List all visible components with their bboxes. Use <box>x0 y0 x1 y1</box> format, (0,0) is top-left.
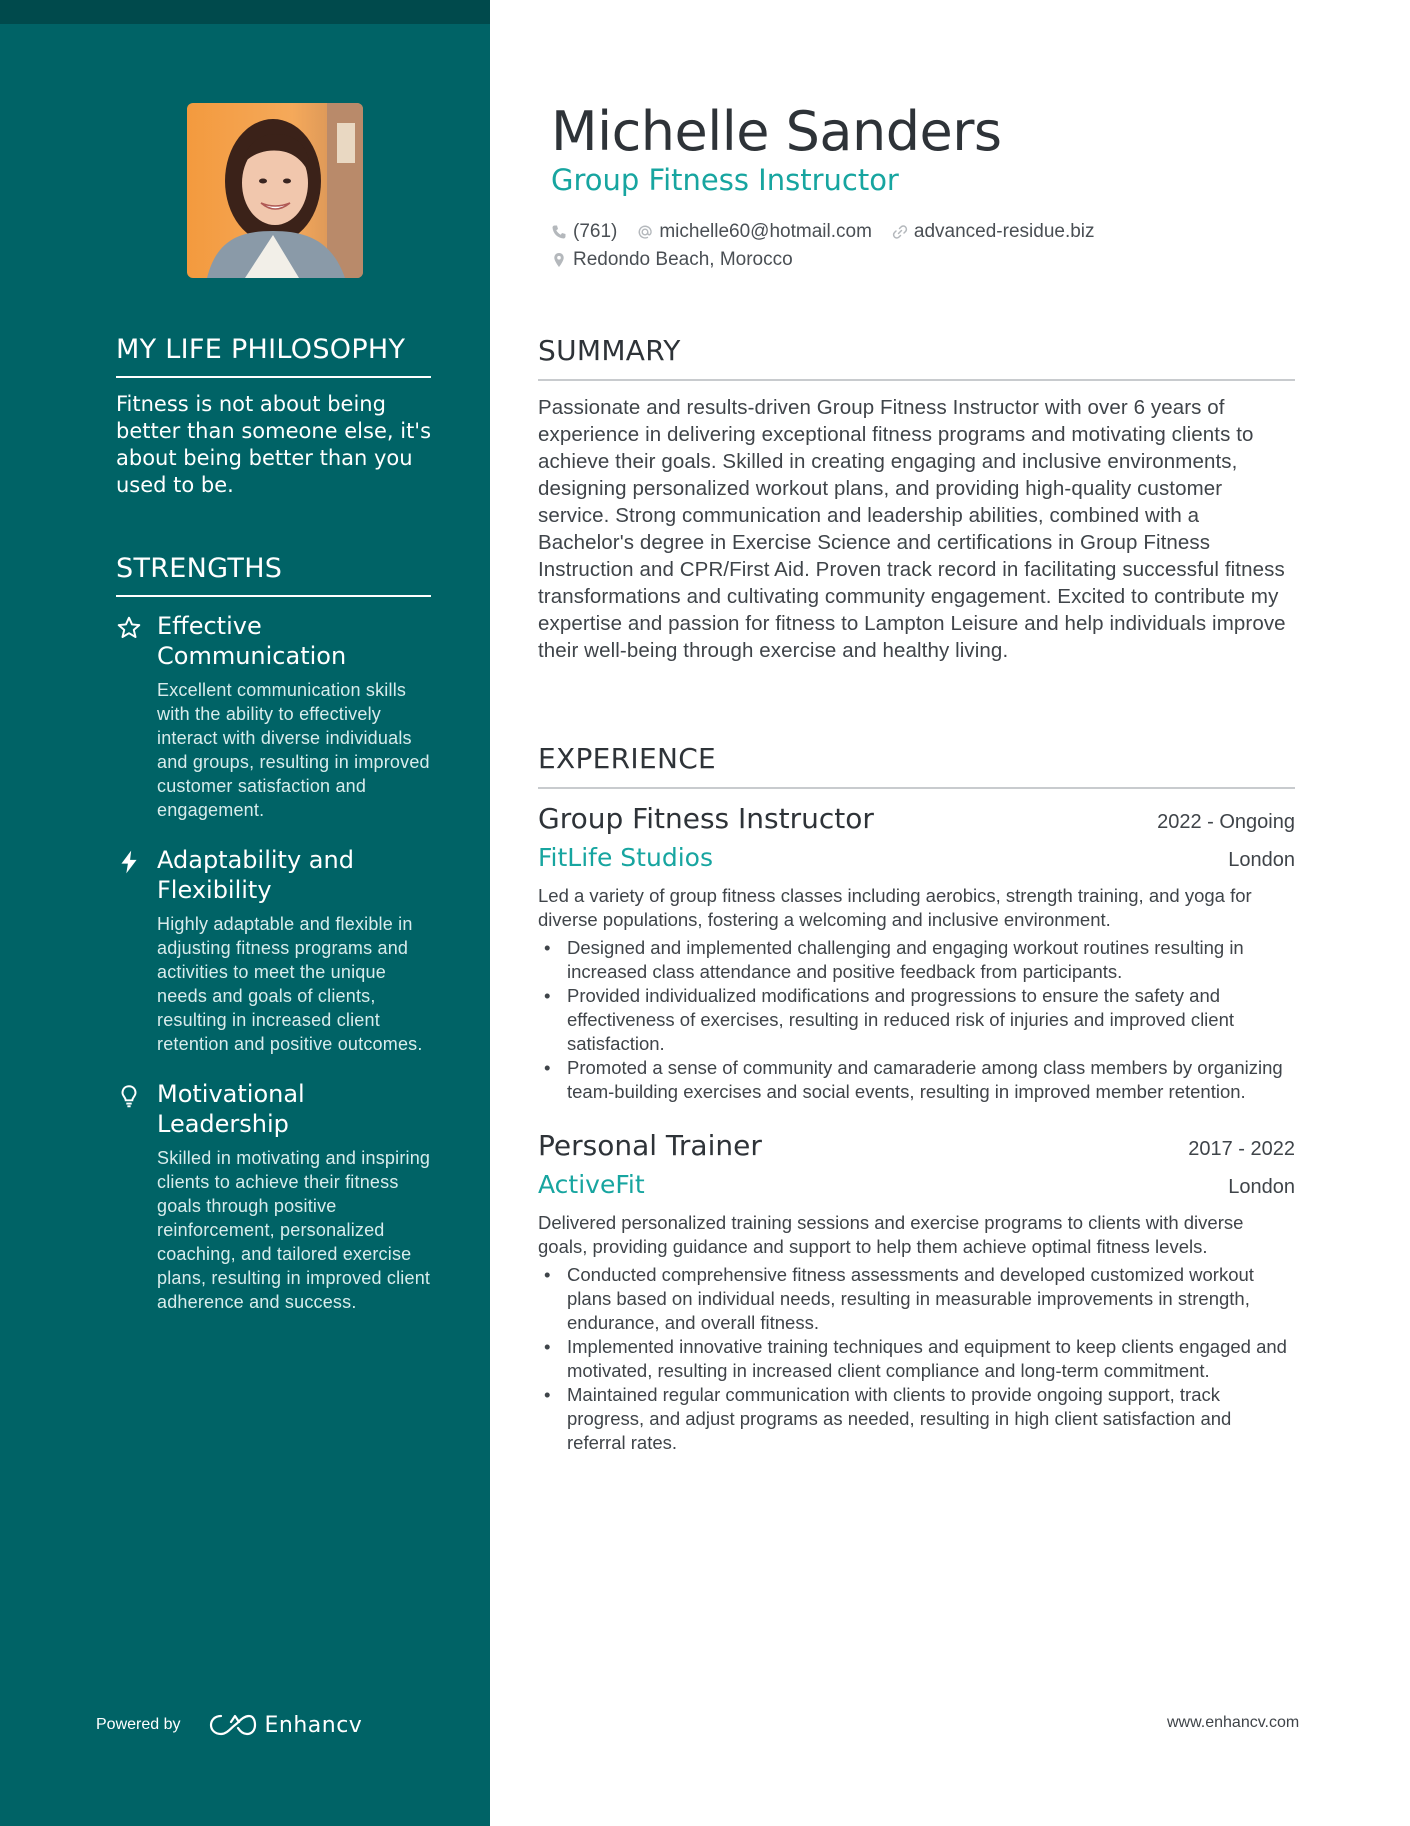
website-contact[interactable] <box>892 221 1095 243</box>
link-icon <box>892 224 908 240</box>
strength-item <box>116 611 431 822</box>
philosophy-section <box>116 334 431 499</box>
powered-by-label: Powered by <box>96 1716 181 1733</box>
job-company: ActiveFit <box>538 1170 645 1199</box>
job-entry <box>538 802 1295 1104</box>
at-icon <box>637 224 653 240</box>
job-bullet: • Designed and implemented challenging and engaging workout routines resulting in increased class attendance and positive feedback from participants. <box>538 936 1295 984</box>
job-description: Delivered personalized training sessions and exercise programs to clients with diverse goals, providing guidance and support to help them achieve optimal fitness levels. <box>538 1212 1244 1257</box>
location-pin-icon <box>551 252 567 268</box>
job-bullets <box>538 1263 1295 1455</box>
job-bullet: • Promoted a sense of community and camaraderie among class members by organizing team-building exercises and social events, resulting in improved member retention. <box>538 1056 1295 1104</box>
philosophy-heading: MY LIFE PHILOSOPHY <box>116 334 431 378</box>
candidate-name: Michelle Sanders <box>551 100 1002 163</box>
strength-title: Effective Communication <box>157 612 347 670</box>
sidebar-top-bar <box>0 0 490 24</box>
strength-desc: Highly adaptable and flexible in adjusting fitness programs and activities to meet the unique needs and goals of clients, resulting in increased client retention and positive outcomes. <box>157 914 423 1054</box>
summary-heading: SUMMARY <box>538 334 1295 381</box>
strength-item <box>116 845 431 1056</box>
location-text: Redondo Beach, Morocco <box>573 249 793 270</box>
enhancv-logo-icon <box>209 1712 257 1738</box>
summary-text: Passionate and results-driven Group Fitness Instructor with over 6 years of experience in delivering exceptional fitness programs and motivating clients to achieve their goals. Skilled in creating engaging and inclusive environments, designing personalized workout plans, and providing high-quality customer service. Strong communication and leadership abilities, combined with a Bachelor's degree in Exercise Science and certifications in Group Fitness Instruction and CPR/First Aid. Proven track record in facilitating successful fitness transformations and cultivating community engagement. Excited to contribute my expertise and passion for fitness to Lampton Leisure and help individuals improve their well-being through exercise and healthy living. <box>538 396 1286 662</box>
experience-section <box>538 742 1295 1455</box>
strength-desc: Skilled in motivating and inspiring clients to achieve their fitness goals through positive reinforcement, personalized coaching, and tailored exercise plans, resulting in improved client adherence and success. <box>157 1148 431 1312</box>
job-entry <box>538 1129 1295 1455</box>
job-dates: 2017 - 2022 <box>1188 1138 1295 1160</box>
phone-contact[interactable] <box>551 221 617 243</box>
strength-title: Adaptability and Flexibility <box>157 846 354 904</box>
star-icon <box>116 615 142 641</box>
contact-info <box>551 218 1291 274</box>
website-text: advanced-residue.biz <box>913 221 1095 242</box>
job-bullet: • Implemented innovative training techniques and equipment to keep clients engaged and motivated, resulting in increased client compliance and long-term commitment. <box>538 1335 1295 1383</box>
job-bullets <box>538 936 1295 1104</box>
job-description: Led a variety of group fitness classes including aerobics, strength training, and yoga for diverse populations, fostering a welcoming and inclusive environment. <box>538 885 1252 930</box>
candidate-title: Group Fitness Instructor <box>551 163 899 197</box>
footer-website-link[interactable]: www.enhancv.com <box>1167 1714 1300 1731</box>
job-bullet: • Provided individualized modifications and progressions to ensure the safety and effectiveness of exercises, resulting in reduced risk of injuries and improved client satisfaction. <box>538 984 1295 1056</box>
strengths-heading: STRENGTHS <box>116 553 431 597</box>
job-bullet: • Conducted comprehensive fitness assessments and developed customized workout plans based on individual needs, resulting in measurable improvements in strength, endurance, and overall fitness. <box>538 1263 1295 1335</box>
strengths-section <box>116 553 431 1314</box>
phone-text: (761) <box>573 221 618 242</box>
lightning-icon <box>116 849 142 875</box>
sidebar <box>0 0 490 1826</box>
job-location: London <box>1228 1176 1295 1198</box>
job-location: London <box>1228 849 1295 871</box>
enhancv-brand-name: Enhancv <box>264 1712 363 1738</box>
job-role: Personal Trainer <box>538 1129 762 1162</box>
strength-desc: Excellent communication skills with the ability to effectively interact with diverse individuals and groups, resulting in improved customer satisfaction and engagement. <box>157 680 430 820</box>
strength-title: Motivational Leadership <box>157 1080 305 1138</box>
powered-by[interactable] <box>96 1712 362 1738</box>
philosophy-text: Fitness is not about being better than someone else, it's about being better than you used to be. <box>116 392 432 497</box>
job-dates: 2022 - Ongoing <box>1157 811 1295 833</box>
profile-photo <box>187 103 363 278</box>
strength-item <box>116 1079 431 1314</box>
summary-section <box>538 334 1295 664</box>
job-company: FitLife Studios <box>538 843 713 872</box>
lightbulb-icon <box>116 1083 142 1109</box>
job-role: Group Fitness Instructor <box>538 802 874 835</box>
phone-icon <box>551 224 567 240</box>
enhancv-logo <box>209 1712 363 1738</box>
location-contact <box>551 249 793 271</box>
email-contact[interactable] <box>637 221 872 243</box>
experience-heading: EXPERIENCE <box>538 742 1295 789</box>
email-text: michelle60@hotmail.com <box>659 221 872 242</box>
job-bullet: • Maintained regular communication with clients to provide ongoing support, track progress, and adjust programs as needed, resulting in high client satisfaction and referral rates. <box>538 1383 1295 1455</box>
